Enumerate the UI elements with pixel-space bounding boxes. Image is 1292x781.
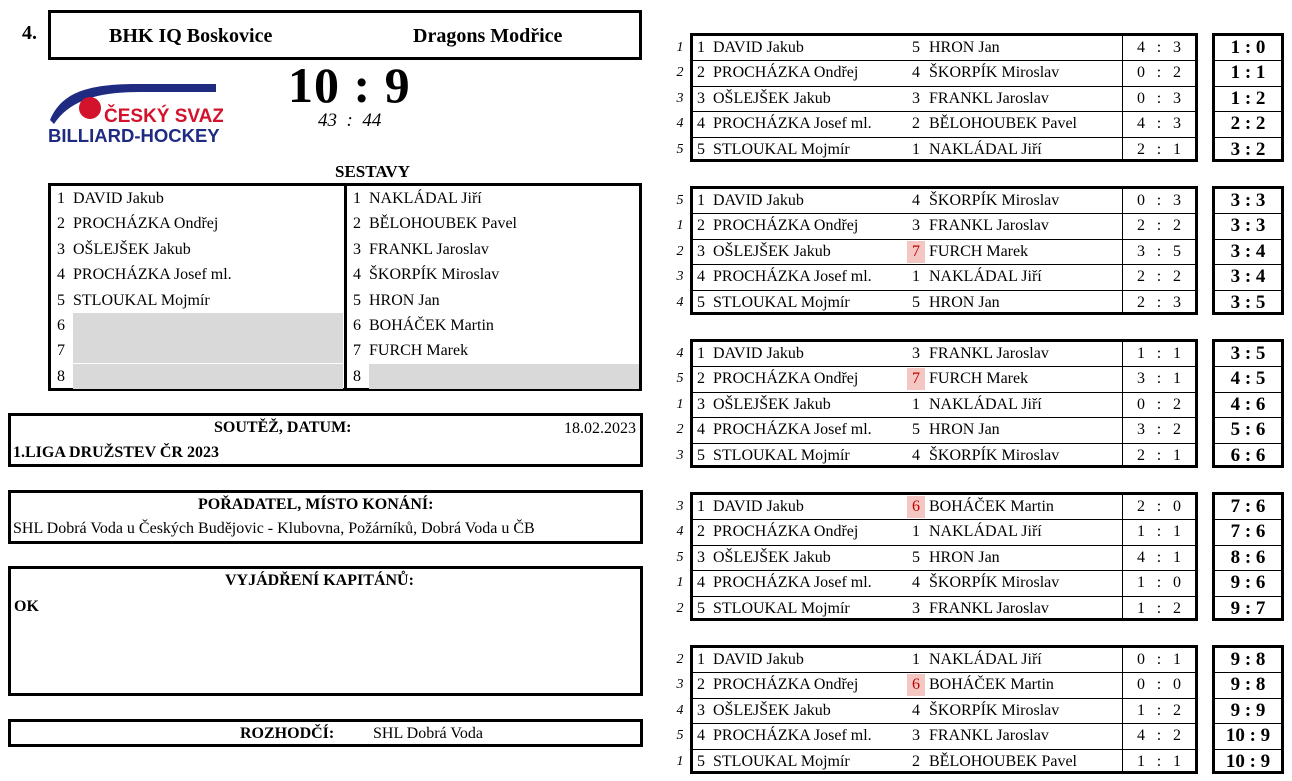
away-player-name: HRON Jan bbox=[929, 39, 1000, 56]
home-frames: 1 bbox=[1137, 701, 1145, 719]
home-lineup-empty-slot bbox=[73, 338, 343, 363]
game-table-number: 5 bbox=[676, 371, 684, 387]
frames-separator: : bbox=[1156, 64, 1162, 82]
competition-name: 1.LIGA DRUŽSTEV ČR 2023 bbox=[13, 444, 219, 461]
home-frames: 2 bbox=[1137, 446, 1145, 464]
home-lineup-player: OŠLEJŠEK Jakub bbox=[73, 240, 191, 258]
away-player-number: 5 bbox=[912, 293, 920, 311]
away-player-name: ŠKORPÍK Miroslav bbox=[929, 574, 1060, 592]
home-frames: 3 bbox=[1137, 370, 1145, 388]
home-player-number: 2 bbox=[697, 217, 705, 235]
game-table-number: 4 bbox=[676, 702, 684, 718]
game-table-number: 2 bbox=[676, 243, 684, 259]
running-score: 9 : 7 bbox=[1230, 597, 1266, 619]
away-player-number: 4 bbox=[912, 701, 920, 719]
away-player-name: BĚLOHOUBEK Pavel bbox=[929, 115, 1077, 133]
away-frames: 0 bbox=[1173, 574, 1181, 592]
home-player-name: OŠLEJŠEK Jakub bbox=[713, 242, 831, 260]
home-player-name: PROCHÁZKA Ondřej bbox=[713, 676, 859, 694]
home-team-name: BHK IQ Boskovice bbox=[109, 25, 273, 47]
substitute-player-number: 7 bbox=[907, 368, 925, 390]
home-player-number: 3 bbox=[697, 548, 705, 566]
away-frames: 2 bbox=[1173, 395, 1181, 413]
home-lineup-number: 6 bbox=[57, 317, 65, 334]
home-player-number: 4 bbox=[697, 421, 705, 439]
organizer-label: POŘADATEL, MÍSTO KONÁNÍ: bbox=[198, 496, 434, 513]
running-score: 10 : 9 bbox=[1225, 750, 1271, 772]
away-player-number: 4 bbox=[912, 192, 920, 209]
frames-separator: : bbox=[1156, 574, 1162, 592]
running-score: 6 : 6 bbox=[1230, 444, 1266, 466]
away-player-name: HRON Jan bbox=[929, 293, 1000, 311]
away-frames: 1 bbox=[1173, 370, 1181, 388]
away-player-number: 3 bbox=[912, 345, 920, 362]
away-frames: 0 bbox=[1173, 498, 1181, 515]
home-player-name: PROCHÁZKA Ondřej bbox=[713, 217, 859, 235]
game-table-number: 2 bbox=[676, 65, 684, 81]
game-table-number: 1 bbox=[676, 218, 684, 234]
home-frames: 2 bbox=[1137, 217, 1145, 235]
frames-separator: : bbox=[1156, 727, 1162, 745]
running-score: 10 : 9 bbox=[1225, 725, 1271, 747]
teams-header bbox=[48, 10, 642, 60]
home-frames: 0 bbox=[1137, 64, 1145, 82]
away-lineup-number: 4 bbox=[353, 266, 361, 284]
game-table-number: 2 bbox=[676, 600, 684, 616]
running-score: 3 : 2 bbox=[1230, 138, 1266, 160]
away-frames: 1 bbox=[1173, 345, 1181, 362]
home-player-number: 5 bbox=[697, 140, 705, 158]
game-table-number: 2 bbox=[676, 422, 684, 438]
game-table-number: 4 bbox=[676, 524, 684, 540]
captains-value: OK bbox=[14, 598, 39, 615]
away-player-name: ŠKORPÍK Miroslav bbox=[929, 446, 1060, 464]
away-player-number: 3 bbox=[912, 217, 920, 235]
running-score: 7 : 6 bbox=[1230, 496, 1266, 517]
home-player-number: 5 bbox=[697, 752, 705, 770]
competition-label: SOUTĚŽ, DATUM: bbox=[214, 419, 352, 436]
away-lineup-player: BĚLOHOUBEK Pavel bbox=[369, 215, 517, 233]
home-lineup-number: 7 bbox=[57, 342, 65, 360]
away-lineup-number: 7 bbox=[353, 342, 361, 360]
home-player-name: PROCHÁZKA Josef ml. bbox=[713, 574, 872, 592]
away-player-number: 1 bbox=[912, 523, 920, 541]
home-lineup-empty-slot bbox=[73, 313, 343, 338]
running-score: 7 : 6 bbox=[1230, 521, 1266, 543]
away-player-name: FRANKL Jaroslav bbox=[929, 345, 1049, 362]
home-player-name: DAVID Jakub bbox=[713, 498, 804, 515]
game-table-number: 4 bbox=[676, 346, 684, 361]
game-table-number: 1 bbox=[676, 753, 684, 769]
home-frames: 1 bbox=[1137, 345, 1145, 362]
away-frames: 1 bbox=[1173, 140, 1181, 158]
home-frames: 0 bbox=[1137, 676, 1145, 694]
away-lineup-number: 5 bbox=[353, 291, 361, 309]
round-number: 4. bbox=[22, 22, 37, 44]
frames-separator: : bbox=[1156, 599, 1162, 617]
logo-text-line1: ČESKÝ SVAZ bbox=[104, 106, 223, 127]
home-frames: 0 bbox=[1137, 395, 1145, 413]
game-table-number: 3 bbox=[676, 447, 684, 463]
away-player-number: 2 bbox=[912, 752, 920, 770]
home-frames: 4 bbox=[1137, 727, 1145, 745]
home-frames: 3 bbox=[1137, 421, 1145, 439]
home-player-name: PROCHÁZKA Josef ml. bbox=[713, 115, 872, 133]
game-table-number: 3 bbox=[676, 269, 684, 285]
home-lineup-number: 8 bbox=[57, 367, 65, 385]
away-frames: 3 bbox=[1173, 293, 1181, 311]
running-score: 8 : 6 bbox=[1230, 546, 1266, 568]
frames-separator: : bbox=[1156, 421, 1162, 439]
home-player-name: DAVID Jakub bbox=[713, 345, 804, 362]
home-player-number: 2 bbox=[697, 370, 705, 388]
away-lineup-player: BOHÁČEK Martin bbox=[369, 317, 494, 334]
home-player-number: 2 bbox=[697, 676, 705, 694]
frames-separator: : bbox=[1156, 395, 1162, 413]
frames-separator: : bbox=[1156, 140, 1162, 158]
home-frames: 1 bbox=[1137, 574, 1145, 592]
away-player-name: FRANKL Jaroslav bbox=[929, 599, 1049, 617]
running-score: 9 : 9 bbox=[1230, 699, 1266, 721]
away-frames: 3 bbox=[1173, 192, 1181, 209]
frames-separator: : bbox=[1156, 676, 1162, 694]
home-frames: 1 bbox=[1137, 752, 1145, 770]
away-player-name: BOHÁČEK Martin bbox=[929, 498, 1054, 515]
frames-separator: : bbox=[1156, 651, 1162, 668]
away-frames: 5 bbox=[1173, 242, 1181, 260]
home-player-name: OŠLEJŠEK Jakub bbox=[713, 548, 831, 566]
away-player-name: ŠKORPÍK Miroslav bbox=[929, 192, 1060, 209]
game-table-number: 1 bbox=[676, 396, 684, 412]
away-player-name: FURCH Marek bbox=[929, 242, 1029, 260]
away-lineup-player: NAKLÁDAL Jiří bbox=[369, 190, 482, 207]
home-player-number: 1 bbox=[697, 39, 705, 56]
away-player-name: BOHÁČEK Martin bbox=[929, 676, 1054, 694]
away-frames: 1 bbox=[1173, 548, 1181, 566]
referee-value: SHL Dobrá Voda bbox=[373, 725, 483, 742]
game-table-number: 3 bbox=[676, 90, 684, 106]
home-lineup-number: 1 bbox=[57, 190, 65, 207]
home-frames: 4 bbox=[1137, 548, 1145, 566]
home-player-number: 2 bbox=[697, 64, 705, 82]
home-lineup-number: 3 bbox=[57, 240, 65, 258]
home-player-number: 3 bbox=[697, 242, 705, 260]
away-lineup-empty-slot bbox=[369, 364, 639, 389]
home-frames: 3 bbox=[1137, 242, 1145, 260]
away-player-number: 4 bbox=[912, 64, 920, 82]
frames-separator: : bbox=[1156, 752, 1162, 770]
home-lineup-number: 2 bbox=[57, 215, 65, 233]
away-player-name: ŠKORPÍK Miroslav bbox=[929, 701, 1060, 719]
frames-separator: : bbox=[1156, 498, 1162, 515]
home-lineup-player: PROCHÁZKA Ondřej bbox=[73, 215, 219, 233]
away-player-number: 5 bbox=[912, 548, 920, 566]
home-frames: 2 bbox=[1137, 293, 1145, 311]
away-player-number: 1 bbox=[912, 140, 920, 158]
away-player-name: FRANKL Jaroslav bbox=[929, 217, 1049, 235]
home-player-number: 5 bbox=[697, 599, 705, 617]
away-frames: 0 bbox=[1173, 676, 1181, 694]
home-frames: 2 bbox=[1137, 140, 1145, 158]
substitute-player-number: 6 bbox=[907, 496, 925, 518]
away-player-number: 5 bbox=[912, 39, 920, 56]
away-player-number: 1 bbox=[912, 395, 920, 413]
away-player-name: NAKLÁDAL Jiří bbox=[929, 651, 1042, 668]
away-frames: 1 bbox=[1173, 752, 1181, 770]
running-score: 3 : 4 bbox=[1230, 240, 1266, 262]
home-player-name: STLOUKAL Mojmír bbox=[713, 140, 850, 158]
away-frames: 2 bbox=[1173, 217, 1181, 235]
away-player-number: 4 bbox=[912, 574, 920, 592]
running-score: 2 : 2 bbox=[1230, 113, 1266, 135]
home-frames: 4 bbox=[1137, 39, 1145, 56]
frames-separator: : bbox=[1156, 192, 1162, 209]
home-player-number: 5 bbox=[697, 293, 705, 311]
frames-separator: : bbox=[1156, 115, 1162, 133]
away-lineup-player: HRON Jan bbox=[369, 291, 440, 309]
organizer-value: SHL Dobrá Voda u Českých Budějovic - Klubovna, Požárníků, Dobrá Voda u ČB bbox=[13, 520, 535, 537]
home-player-name: DAVID Jakub bbox=[713, 651, 804, 668]
running-score: 3 : 3 bbox=[1230, 190, 1266, 211]
away-lineup-number: 6 bbox=[353, 317, 361, 334]
away-frames: 2 bbox=[1173, 64, 1181, 82]
away-frames: 2 bbox=[1173, 268, 1181, 286]
home-frames: 0 bbox=[1137, 89, 1145, 107]
frames-separator: : bbox=[1156, 446, 1162, 464]
away-player-number: 4 bbox=[912, 446, 920, 464]
captains-label: VYJÁDŘENÍ KAPITÁNŮ: bbox=[225, 572, 414, 589]
frames-separator: : bbox=[1156, 370, 1162, 388]
running-score: 5 : 6 bbox=[1230, 419, 1266, 441]
away-player-number: 1 bbox=[912, 268, 920, 286]
running-score: 4 : 6 bbox=[1230, 393, 1266, 415]
home-player-name: PROCHÁZKA Ondřej bbox=[713, 523, 859, 541]
balls-score: 43 : 44 bbox=[318, 110, 382, 131]
away-player-name: HRON Jan bbox=[929, 421, 1000, 439]
home-player-number: 3 bbox=[697, 89, 705, 107]
running-score: 3 : 5 bbox=[1230, 343, 1266, 364]
game-table-number: 2 bbox=[676, 652, 684, 667]
running-score: 1 : 1 bbox=[1230, 62, 1266, 84]
frames-separator: : bbox=[1156, 548, 1162, 566]
away-frames: 3 bbox=[1173, 115, 1181, 133]
frames-column-divider bbox=[1122, 645, 1123, 774]
away-player-number: 5 bbox=[912, 421, 920, 439]
game-table-number: 5 bbox=[676, 193, 684, 208]
away-player-name: HRON Jan bbox=[929, 548, 1000, 566]
running-score: 3 : 3 bbox=[1230, 215, 1266, 237]
organizer-box bbox=[8, 490, 643, 544]
away-lineup-player: FURCH Marek bbox=[369, 342, 469, 360]
game-table-number: 1 bbox=[676, 575, 684, 591]
home-player-name: STLOUKAL Mojmír bbox=[713, 293, 850, 311]
frames-column-divider bbox=[1122, 186, 1123, 315]
away-player-name: NAKLÁDAL Jiří bbox=[929, 140, 1042, 158]
away-player-name: BĚLOHOUBEK Pavel bbox=[929, 752, 1077, 770]
competition-date: 18.02.2023 bbox=[564, 420, 636, 437]
away-frames: 1 bbox=[1173, 523, 1181, 541]
away-frames: 2 bbox=[1173, 421, 1181, 439]
away-frames: 3 bbox=[1173, 39, 1181, 56]
game-table-number: 4 bbox=[676, 294, 684, 310]
home-player-number: 1 bbox=[697, 651, 705, 668]
game-table-number: 5 bbox=[676, 549, 684, 565]
home-player-number: 1 bbox=[697, 345, 705, 362]
logo-graphic bbox=[48, 78, 223, 148]
away-frames: 2 bbox=[1173, 727, 1181, 745]
running-score: 4 : 5 bbox=[1230, 368, 1266, 390]
frames-separator: : bbox=[1156, 701, 1162, 719]
home-player-name: STLOUKAL Mojmír bbox=[713, 752, 850, 770]
running-score: 9 : 8 bbox=[1230, 649, 1266, 670]
game-table-number: 5 bbox=[676, 728, 684, 744]
substitute-player-number: 7 bbox=[907, 241, 925, 263]
home-frames: 1 bbox=[1137, 599, 1145, 617]
frames-separator: : bbox=[1156, 268, 1162, 286]
home-lineup-player: DAVID Jakub bbox=[73, 190, 164, 207]
running-score: 9 : 8 bbox=[1230, 674, 1266, 696]
home-player-number: 4 bbox=[697, 574, 705, 592]
home-player-name: OŠLEJŠEK Jakub bbox=[713, 701, 831, 719]
frames-separator: : bbox=[1156, 39, 1162, 56]
running-score: 3 : 5 bbox=[1230, 291, 1266, 313]
home-lineup-player: STLOUKAL Mojmír bbox=[73, 291, 210, 309]
home-frames: 4 bbox=[1137, 115, 1145, 133]
home-player-name: PROCHÁZKA Josef ml. bbox=[713, 421, 872, 439]
away-player-number: 2 bbox=[912, 115, 920, 133]
away-lineup-number: 2 bbox=[353, 215, 361, 233]
frames-separator: : bbox=[1156, 89, 1162, 107]
running-score: 3 : 4 bbox=[1230, 266, 1266, 288]
home-player-number: 3 bbox=[697, 701, 705, 719]
game-table-number: 3 bbox=[676, 677, 684, 693]
away-lineup-number: 1 bbox=[353, 190, 361, 207]
game-table-number: 4 bbox=[676, 116, 684, 132]
away-lineup-player: FRANKL Jaroslav bbox=[369, 240, 489, 258]
frames-separator: : bbox=[1156, 523, 1162, 541]
home-lineup-number: 4 bbox=[57, 266, 65, 284]
away-player-number: 3 bbox=[912, 89, 920, 107]
away-player-name: ŠKORPÍK Miroslav bbox=[929, 64, 1060, 82]
home-player-name: DAVID Jakub bbox=[713, 192, 804, 209]
lineups-title: SESTAVY bbox=[335, 162, 410, 181]
referee-label: ROZHODČÍ: bbox=[240, 725, 335, 742]
home-lineup-number: 5 bbox=[57, 291, 65, 309]
frames-separator: : bbox=[1156, 217, 1162, 235]
home-frames: 1 bbox=[1137, 523, 1145, 541]
away-player-name: FRANKL Jaroslav bbox=[929, 89, 1049, 107]
home-player-number: 4 bbox=[697, 727, 705, 745]
away-frames: 3 bbox=[1173, 89, 1181, 107]
home-player-name: OŠLEJŠEK Jakub bbox=[713, 395, 831, 413]
home-player-name: PROCHÁZKA Josef ml. bbox=[713, 268, 872, 286]
home-player-name: STLOUKAL Mojmír bbox=[713, 599, 850, 617]
away-player-number: 3 bbox=[912, 599, 920, 617]
frames-column-divider bbox=[1122, 339, 1123, 468]
away-frames: 1 bbox=[1173, 446, 1181, 464]
running-score: 1 : 0 bbox=[1230, 37, 1266, 58]
away-player-number: 3 bbox=[912, 727, 920, 745]
home-player-name: PROCHÁZKA Josef ml. bbox=[713, 727, 872, 745]
home-player-number: 4 bbox=[697, 115, 705, 133]
game-table-number: 3 bbox=[676, 499, 684, 514]
away-player-name: FURCH Marek bbox=[929, 370, 1029, 388]
home-player-number: 1 bbox=[697, 192, 705, 209]
frames-separator: : bbox=[1156, 293, 1162, 311]
away-team-name: Dragons Modřice bbox=[413, 25, 563, 47]
home-player-number: 5 bbox=[697, 446, 705, 464]
home-player-number: 2 bbox=[697, 523, 705, 541]
home-player-name: DAVID Jakub bbox=[713, 39, 804, 56]
away-player-name: NAKLÁDAL Jiří bbox=[929, 268, 1042, 286]
substitute-player-number: 6 bbox=[907, 674, 925, 696]
away-frames: 2 bbox=[1173, 701, 1181, 719]
frames-column-divider bbox=[1122, 33, 1123, 162]
home-player-number: 3 bbox=[697, 395, 705, 413]
home-lineup-empty-slot bbox=[73, 364, 343, 389]
home-player-name: PROCHÁZKA Ondřej bbox=[713, 370, 859, 388]
game-table-number: 1 bbox=[676, 40, 684, 55]
home-player-name: PROCHÁZKA Ondřej bbox=[713, 64, 859, 82]
captains-box bbox=[8, 566, 643, 696]
running-score: 9 : 6 bbox=[1230, 572, 1266, 594]
home-player-number: 1 bbox=[697, 498, 705, 515]
away-lineup-player: ŠKORPÍK Miroslav bbox=[369, 266, 500, 284]
away-player-name: FRANKL Jaroslav bbox=[929, 727, 1049, 745]
association-logo bbox=[48, 78, 223, 148]
home-frames: 0 bbox=[1137, 651, 1145, 668]
away-player-name: NAKLÁDAL Jiří bbox=[929, 523, 1042, 541]
home-player-name: OŠLEJŠEK Jakub bbox=[713, 89, 831, 107]
away-player-number: 1 bbox=[912, 651, 920, 668]
running-score: 1 : 2 bbox=[1230, 87, 1266, 109]
away-player-name: NAKLÁDAL Jiří bbox=[929, 395, 1042, 413]
away-frames: 1 bbox=[1173, 651, 1181, 668]
home-lineup-player: PROCHÁZKA Josef ml. bbox=[73, 266, 232, 284]
home-player-name: STLOUKAL Mojmír bbox=[713, 446, 850, 464]
away-lineup-number: 8 bbox=[353, 367, 361, 385]
frames-separator: : bbox=[1156, 242, 1162, 260]
frames-column-divider bbox=[1122, 492, 1123, 621]
logo-text-line2: BILLIARD-HOCKEY bbox=[48, 125, 220, 146]
game-table-number: 5 bbox=[676, 141, 684, 157]
away-lineup-number: 3 bbox=[353, 240, 361, 258]
home-player-number: 4 bbox=[697, 268, 705, 286]
match-score: 10 : 9 bbox=[288, 57, 411, 113]
home-frames: 2 bbox=[1137, 498, 1145, 515]
home-frames: 0 bbox=[1137, 192, 1145, 209]
referee-box bbox=[8, 719, 643, 747]
home-frames: 2 bbox=[1137, 268, 1145, 286]
frames-separator: : bbox=[1156, 345, 1162, 362]
competition-box bbox=[8, 413, 643, 467]
away-frames: 2 bbox=[1173, 599, 1181, 617]
